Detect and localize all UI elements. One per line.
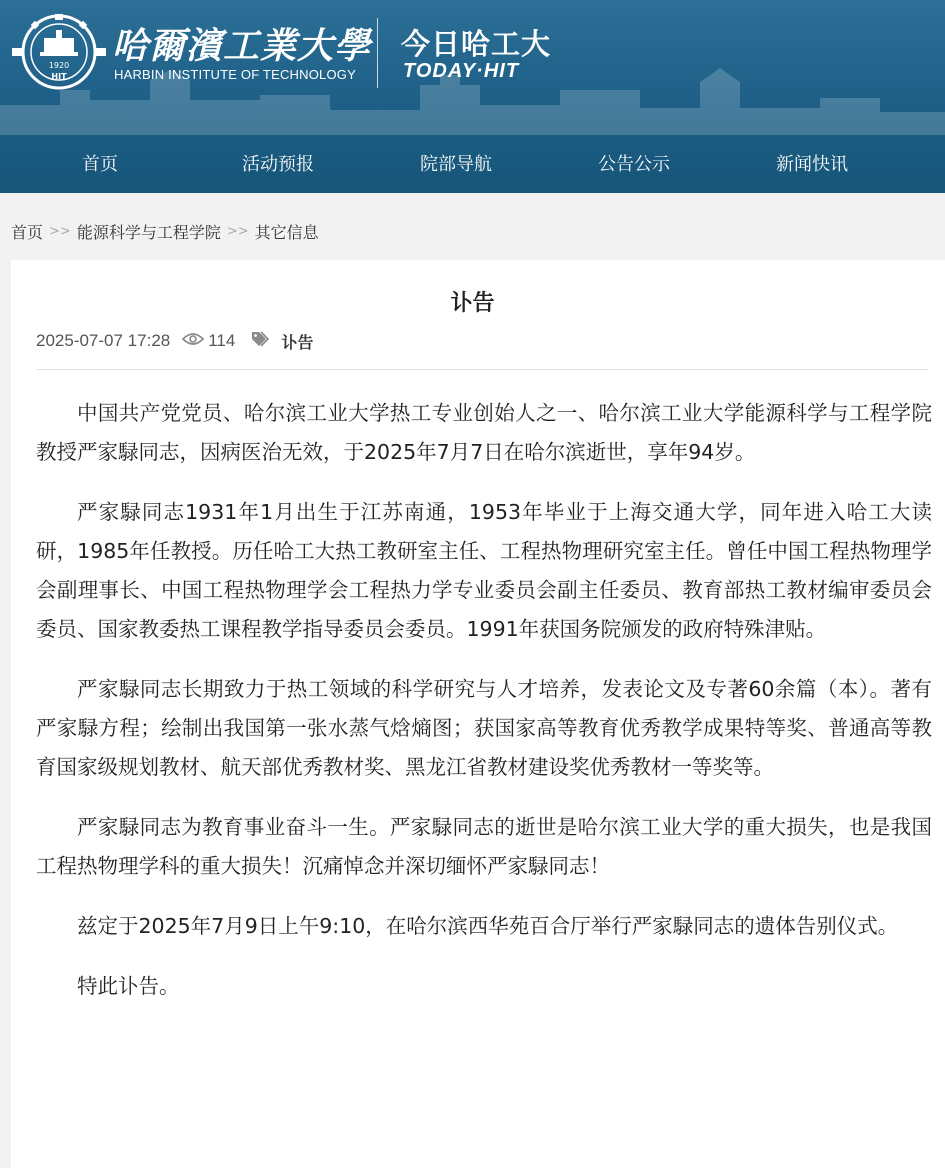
article-title: 讣告 (450, 291, 495, 316)
main-nav (0, 132, 945, 193)
article-panel (11, 260, 945, 1168)
nav-item-departments[interactable]: 院部导航 (420, 154, 492, 175)
breadcrumb (11, 219, 319, 243)
breadcrumb-category[interactable]: 其它信息 (254, 222, 319, 242)
site-title-cn[interactable]: 今日哈工大 (401, 27, 552, 61)
nav-item-events[interactable]: 活动预报 (242, 154, 314, 175)
breadcrumb-separator: >> (49, 223, 71, 239)
school-name-cn[interactable]: 哈爾濱工業大學 (112, 25, 372, 67)
article-datetime: 2025-07-07 17:28 (36, 331, 171, 350)
article-body (36, 394, 932, 1027)
article-meta (36, 330, 313, 352)
article-paragraph: 严家騄同志长期致力于热工领域的科学研究与人才培养，发表论文及专著60余篇（本）。著有严家騄方程；绘制出我国第一张水蒸气焓熵图；获国家高等教育优秀教学成果特等奖、普通高等教育国家级规划教材、航天部优秀教材奖、黑龙江省教材建设奖优秀教材一等奖等。 (36, 677, 932, 779)
site-header (0, 0, 945, 193)
hit-emblem-icon (12, 12, 106, 92)
article-paragraph: 严家騄同志1931年1月出生于江苏南通，1953年毕业于上海交通大学，同年进入哈工大读研，1985年任教授。历任哈工大热工教研室主任、工程热物理研究室主任。曾任中国工程热物理学会副理事长、中国工程热物理学会工程热力学专业委员会副主任委员、教育部热工教材编审委员会委员、国家教委热工课程教学指导委员会委员。1991年获国务院颁发的政府特殊津贴。 (36, 500, 932, 641)
site-title-en: TODAY·HIT (403, 60, 520, 82)
nav-item-announcements[interactable]: 公告公示 (598, 154, 670, 175)
svg-text:HIT: HIT (51, 72, 67, 81)
nav-item-home[interactable]: 首页 (82, 154, 118, 175)
hit-logo[interactable] (12, 12, 106, 92)
article-views: 114 (208, 331, 236, 350)
article-paragraph: 特此讣告。 (77, 974, 180, 998)
article-tag[interactable]: 讣告 (281, 332, 314, 352)
breadcrumb-separator: >> (226, 223, 249, 239)
eye-icon (182, 331, 204, 351)
article-paragraph: 严家騄同志为教育事业奋斗一生。严家騄同志的逝世是哈尔滨工业大学的重大损失，也是我国工程热物理学科的重大损失！沉痛悼念并深切缅怀严家騄同志！ (36, 815, 932, 878)
header-divider (377, 18, 378, 88)
svg-text:1920: 1920 (48, 61, 70, 70)
article-paragraph: 兹定于2025年7月9日上午9:10，在哈尔滨西华苑百合厅举行严家騄同志的遗体告别仪式。 (77, 914, 899, 938)
meta-divider (36, 369, 928, 370)
breadcrumb-home[interactable]: 首页 (11, 222, 44, 242)
tag-icon (251, 331, 271, 352)
breadcrumb-school[interactable]: 能源科学与工程学院 (76, 222, 221, 242)
nav-item-news[interactable]: 新闻快讯 (776, 154, 848, 175)
article-paragraph: 中国共产党党员、哈尔滨工业大学热工专业创始人之一、哈尔滨工业大学能源科学与工程学院教授严家騄同志，因病医治无效，于2025年7月7日在哈尔滨逝世，享年94岁。 (36, 401, 932, 464)
school-name-en: HARBIN INSTITUTE OF TECHNOLOGY (114, 67, 356, 82)
